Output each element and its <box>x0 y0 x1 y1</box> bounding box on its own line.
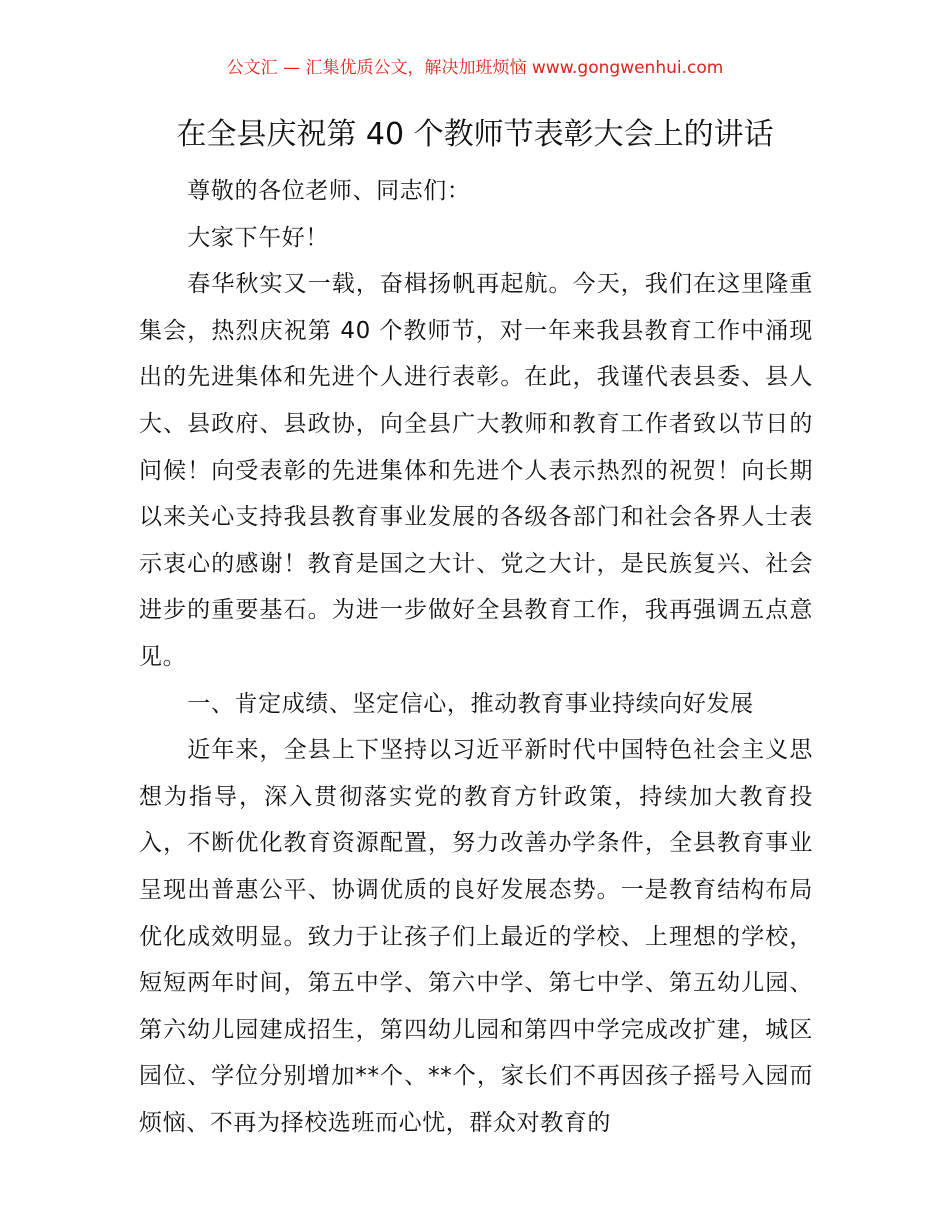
document-title: 在全县庆祝第 40 个教师节表彰大会上的讲话 <box>176 117 774 152</box>
paragraph-opening: 春华秋实又一载，奋楫扬帆再起航。今天，我们在这里隆重集会，热烈庆祝第 40 个教师节，对一年来我县教育工作中涌现出的先进集体和先进个人进行表彰。在此，我谨代表县委、县人大、县政府、县政协，向全县广大教师和教育工作者致以节日的问候！向受表彰的先进集体和先进个人表示热烈的祝贺！向长期以来关心支持我县教育事业发展的各级各部门和社会各界人士表示衷心的感谢！教育是国之大计、党之大计，是民族复兴、社会进步的重要基石。为进一步做好全县教育工作，我再强调五点意见。 <box>139 271 813 670</box>
paragraph-achievements: 近年来，全县上下坚持以习近平新时代中国特色社会主义思想为指导，深入贯彻落实党的教育方针政策，持续加大教育投入，不断优化教育资源配置，努力改善办学条件，全县教育事业呈现出普惠公平、协调优质的良好发展态势。一是教育结构布局优化成效明显。致力于让孩子们上最近的学校、上理想的学校，短短两年时间，第五中学、第六中学、第七中学、第五幼儿园、第六幼儿园建成招生，第四幼儿园和第四中学完成改扩建，城区园位、学位分别增加**个、**个，家长们不再因孩子摇号入园而烦恼、不再为择校选班而心忧，群众对教育的 <box>139 737 813 1136</box>
salutation: 尊敬的各位老师、同志们： <box>187 178 471 204</box>
site-banner: 公文汇 — 汇集优质公文，解决加班烦恼 www.gongwenhui.com <box>226 58 724 78</box>
document-body <box>139 168 813 1146</box>
greeting: 大家下午好！ <box>187 224 329 251</box>
section-heading-1: 一、肯定成绩、坚定信心，推动教育事业持续向好发展 <box>187 690 754 717</box>
